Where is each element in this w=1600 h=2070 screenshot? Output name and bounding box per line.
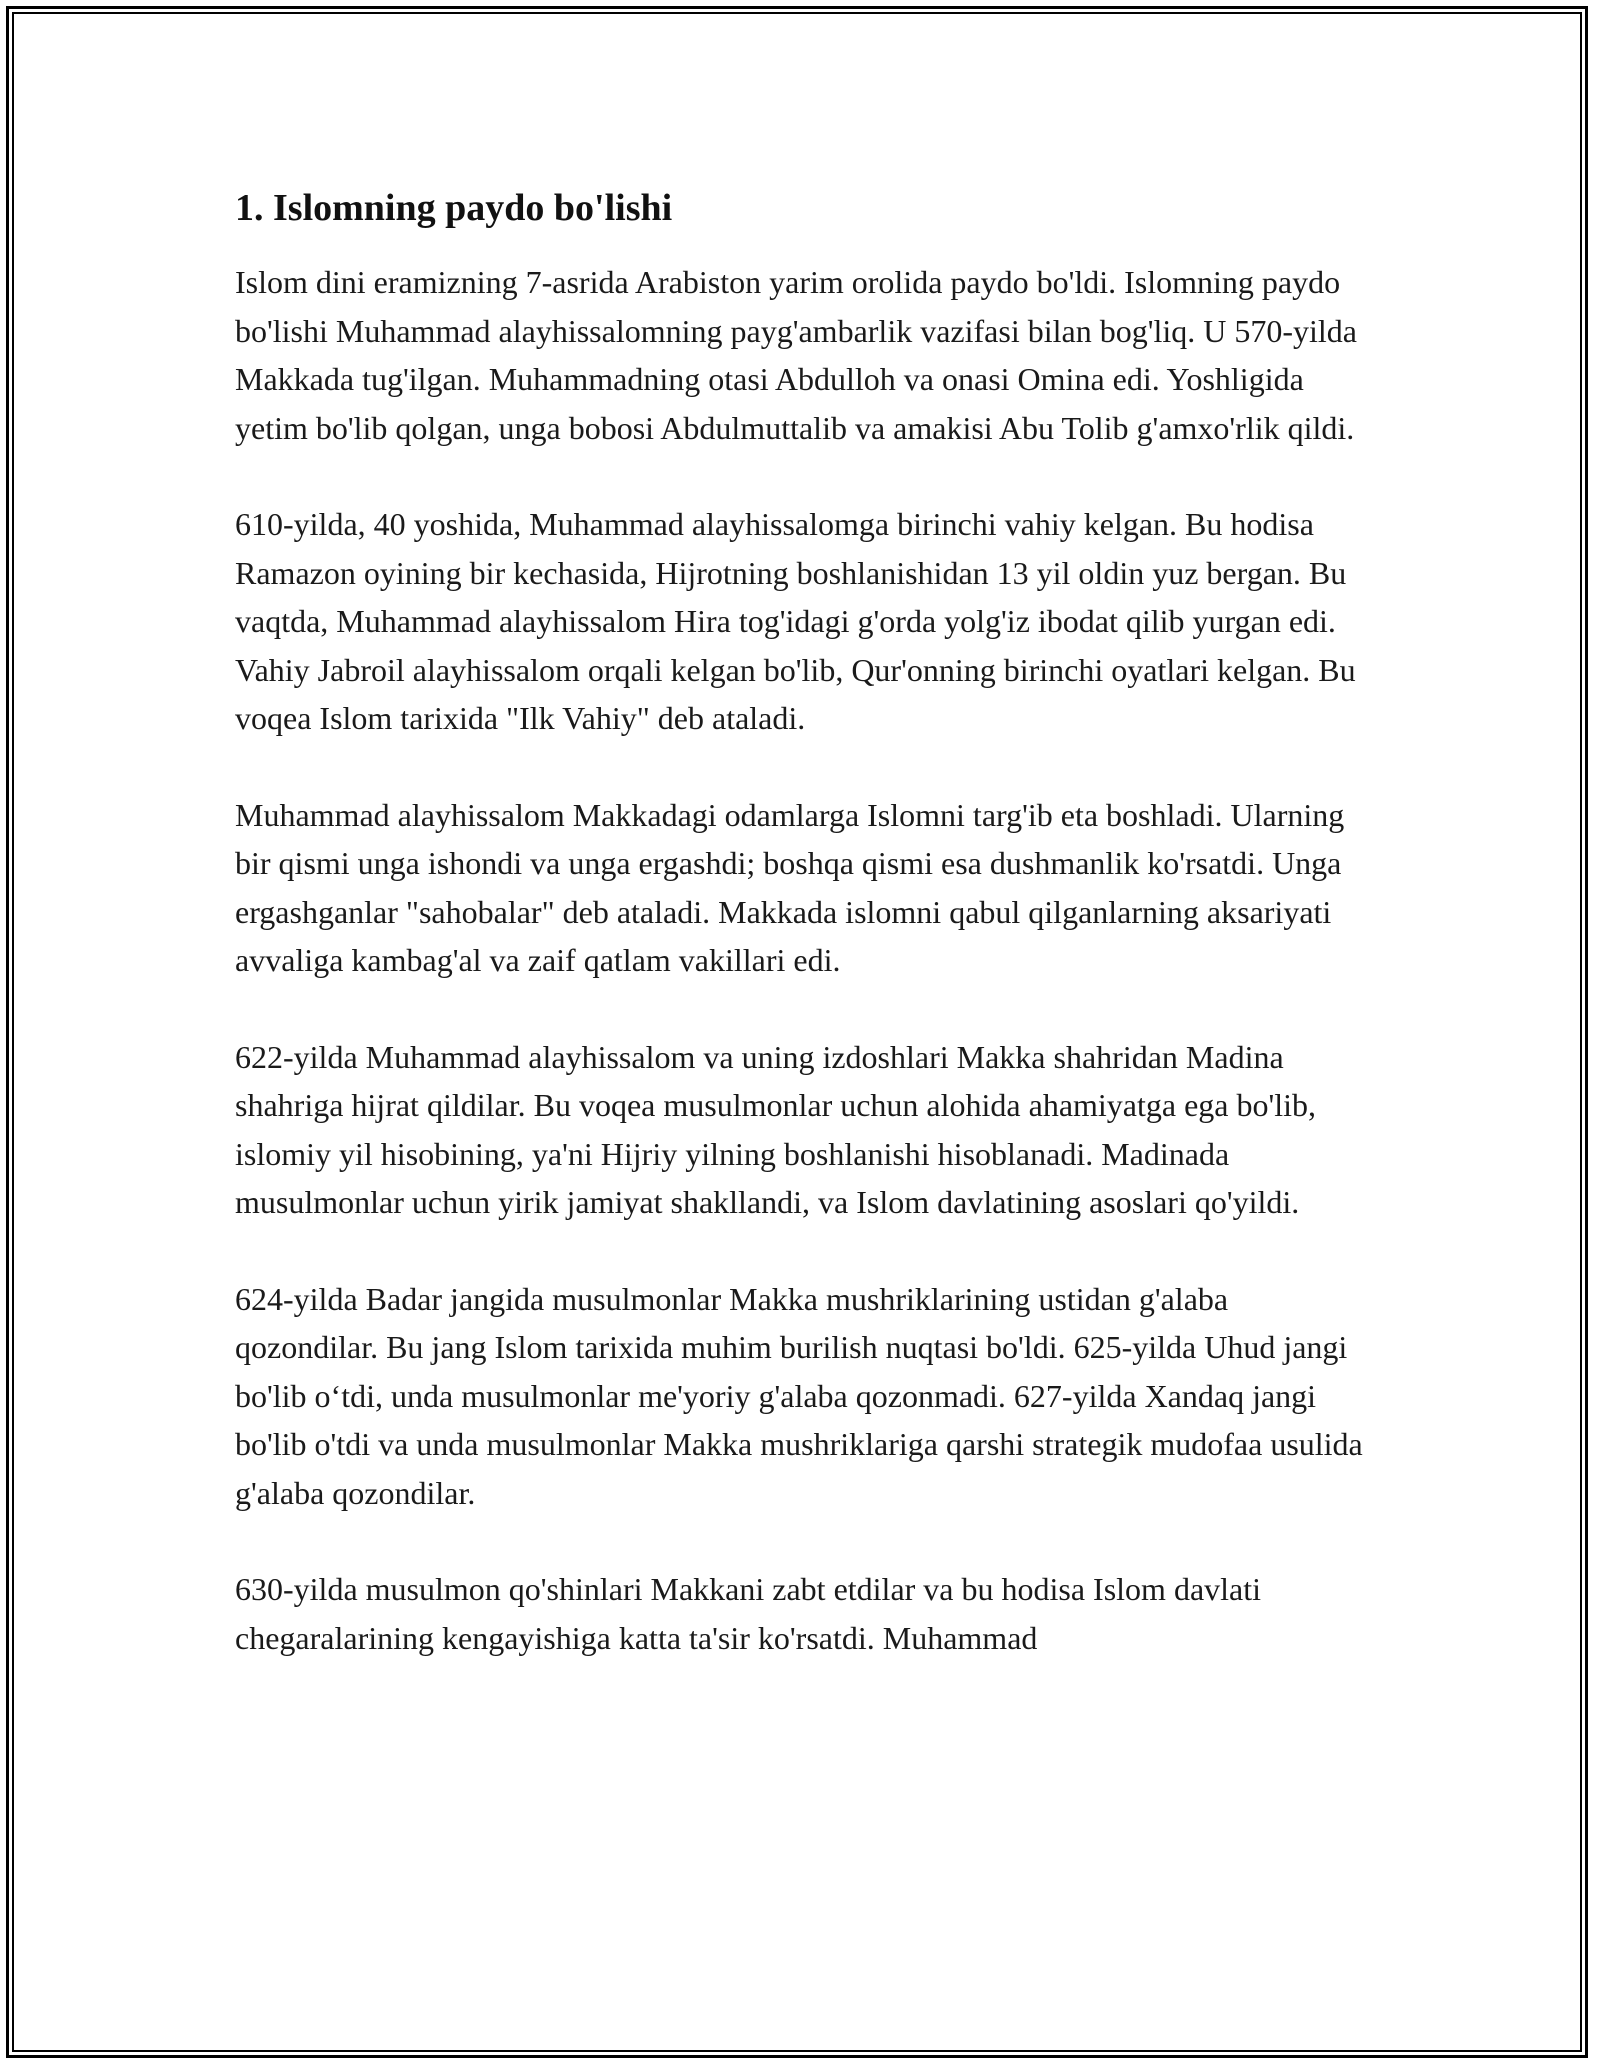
- paragraph-birth: Islom dini eramizning 7-asrida Arabiston yarim orolida paydo bo'ldi. Islomning paydo bo'lishi Muhammad alayhissalomning payg'ambarlik vazifasi bilan bog'liq. U 570-yilda Makkada tug'ilgan. Muhammadning otasi Abdulloh va onasi Omina edi. Yoshligida yetim bo'lib qolgan, unga bobosi Abdulmuttalib va amakisi Abu Tolib g'amxo'rlik qildi.: [235, 264, 1357, 446]
- document-body: [235, 184, 1375, 1710]
- paragraph-hijra: 622-yilda Muhammad alayhissalom va uning izdoshlari Makka shahridan Madina shahriga hijrat qildilar. Bu voqea musulmonlar uchun alohida ahamiyatga ega bo'lib, islomiy yil hisobining, ya'ni Hijriy yilning boshlanishi hisoblanadi. Madinada musulmonlar uchun yirik jamiyat shakllandi, va Islom davlatining asoslari qo'yildi.: [235, 1038, 1317, 1220]
- paragraph-conquest-of-makka: 630-yilda musulmon qo'shinlari Makkani zabt etdilar va bu hodisa Islom davlati chegaralarining kengayishiga katta ta'sir ko'rsatdi. Muhammad: [235, 1571, 1262, 1656]
- section-heading: 1. Islomning paydo bo'lishi: [235, 187, 673, 229]
- paragraph-first-revelation: 610-yilda, 40 yoshida, Muhammad alayhissalomga birinchi vahiy kelgan. Bu hodisa Ramazon oyining bir kechasida, Hijrotning boshlanishidan 13 yil oldin yuz bergan. Bu vaqtda, Muhammad alayhissalom Hira tog'idagi g'orda yolg'iz ibodat qilib yurgan edi. Vahiy Jabroil alayhissalom orqali kelgan bo'lib, Qur'onning birinchi oyatlari kelgan. Bu voqea Islom tarixida "Ilk Vahiy" deb ataladi.: [235, 506, 1356, 736]
- paragraph-preaching: Muhammad alayhissalom Makkadagi odamlarga Islomni targ'ib eta boshladi. Ularning bir qismi unga ishondi va unga ergashdi; boshqa qismi esa dushmanlik ko'rsatdi. Unga ergashganlar "sahobalar" deb ataladi. Makkada islomni qabul qilganlarning aksariyati avvaliga kambag'al va zaif qatlam vakillari edi.: [235, 796, 1345, 978]
- paragraph-battles: 624-yilda Badar jangida musulmonlar Makka mushriklarining ustidan g'alaba qozondilar. Bu jang Islom tarixida muhim burilish nuqtasi bo'ldi. 625-yilda Uhud jangi bo'lib o‘tdi, unda musulmonlar me'yoriy g'alaba qozonmadi. 627-yilda Xandaq jangi bo'lib o'tdi va unda musulmonlar Makka mushriklariga qarshi strategik mudofaa usulida g'alaba qozondilar.: [235, 1280, 1363, 1511]
